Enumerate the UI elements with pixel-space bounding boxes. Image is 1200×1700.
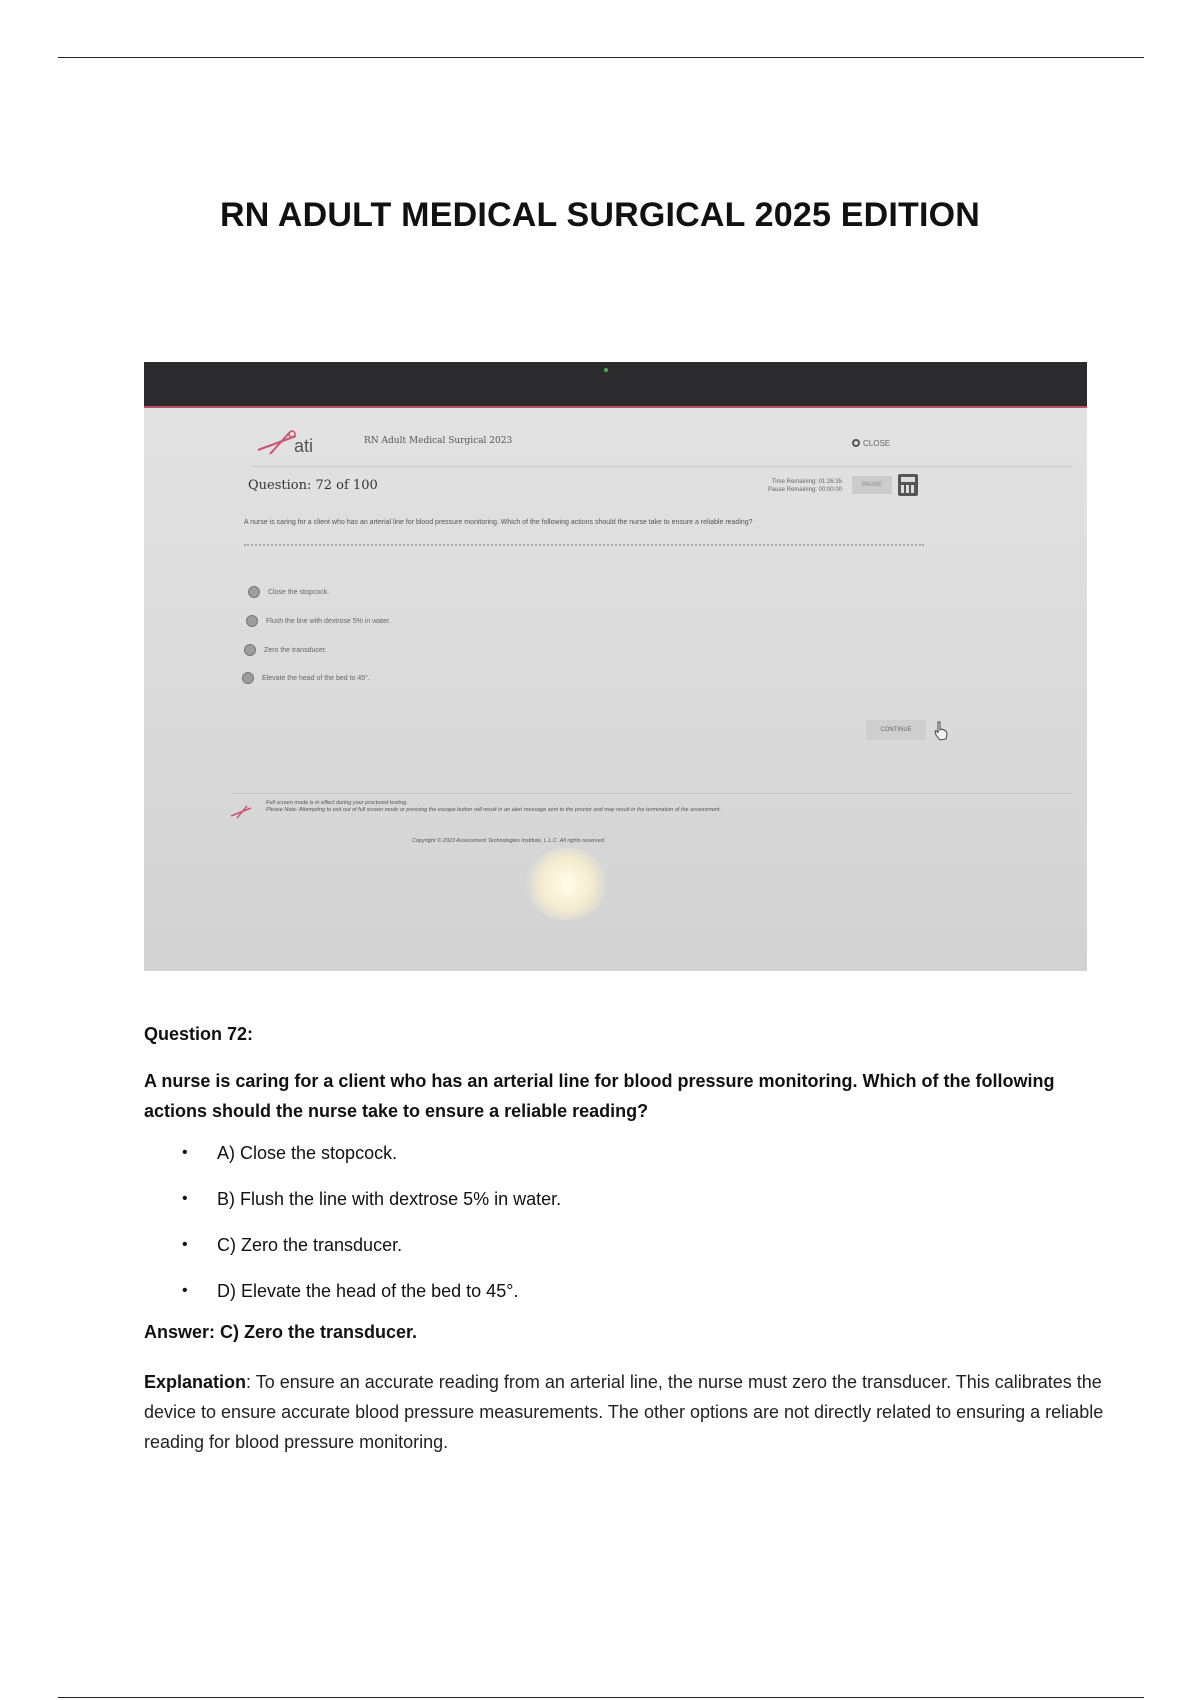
- screen-glare: [524, 848, 609, 920]
- calculator-icon[interactable]: [898, 474, 918, 496]
- timer-readout: [762, 478, 842, 494]
- radio-icon[interactable]: [242, 672, 254, 684]
- screen-option-a[interactable]: [248, 586, 329, 598]
- explanation-paragraph: [144, 1367, 1104, 1457]
- document-title: RN ADULT MEDICAL SURGICAL 2025 EDITION: [219, 196, 981, 234]
- list-item: • B) Flush the line with dextrose 5% in water.: [144, 1184, 561, 1230]
- pause-button[interactable]: PAUSE: [852, 476, 892, 494]
- top-rule: [58, 57, 1144, 58]
- hand-cursor-icon: [932, 720, 950, 742]
- exam-screen-photo: [144, 362, 1087, 971]
- radio-icon[interactable]: [246, 615, 258, 627]
- continue-button[interactable]: CONTINUE: [866, 720, 926, 740]
- answer-options-list: [144, 1138, 561, 1322]
- webcam-indicator: [604, 368, 608, 372]
- answer-line: Answer: C) Zero the transducer.: [144, 1322, 418, 1342]
- bottom-rule: [58, 1697, 1144, 1698]
- ati-footer-logo-icon: [229, 804, 263, 820]
- screen-option-b[interactable]: [246, 615, 391, 627]
- time-remaining: Time Remaining: 01:26:35: [771, 479, 842, 485]
- screen-footer-note: [266, 800, 1066, 814]
- question-counter: Question: 72 of 100: [248, 478, 378, 493]
- list-item: • D) Elevate the head of the bed to 45°.: [144, 1276, 561, 1322]
- screen-option-label: Flush the line with dextrose 5% in water.: [266, 617, 391, 625]
- list-item: • A) Close the stopcock.: [144, 1138, 561, 1184]
- screen-question-text: A nurse is caring for a client who has an arterial line for blood pressure monitoring. Which of the following actions should the nurse take to ensure a reliable reading?: [244, 519, 753, 526]
- screen-option-c[interactable]: [244, 644, 327, 656]
- question-heading: Question 72:: [144, 1024, 254, 1044]
- close-button[interactable]: [852, 434, 904, 452]
- screen-option-label: Close the stopcock.: [268, 588, 330, 596]
- close-label: CLOSE: [863, 438, 891, 448]
- screen-option-label: Elevate the head of the bed to 45°.: [262, 674, 370, 682]
- explanation-text: : To ensure an accurate reading from an arterial line, the nurse must zero the transducer. This calibrates the device to ensure accurate blood pressure measurements. The other options are not directly related to ensuring a reliable reading for blood pressure monitoring.: [144, 1372, 1104, 1452]
- ati-logo-text: ati: [294, 436, 314, 456]
- radio-icon[interactable]: [248, 586, 260, 598]
- footer-note-line-1: Full screen mode is in effect during your proctored testing.: [266, 800, 408, 806]
- screen-option-d[interactable]: [242, 672, 370, 684]
- question-stem: A nurse is caring for a client who has an arterial line for blood pressure monitoring. Which of the following actions should the nurse take to ensure a reliable reading?: [144, 1071, 1055, 1121]
- dotted-separator: [244, 544, 924, 546]
- explanation-label: Explanation: [144, 1372, 247, 1392]
- screen-copyright: Copyright © 2023 Assessment Technologies Institute, L.L.C. All rights reserved.: [412, 838, 606, 844]
- monitor-bezel: [144, 362, 1087, 406]
- close-icon: [852, 439, 860, 447]
- screen-footer-rule: [232, 793, 1072, 794]
- footer-note-line-2: Please Note: Attempting to exit out of full screen mode or pressing the escape button will result in an alert message sent to the proctor and may result in the termination of the assessment.: [266, 807, 722, 813]
- radio-icon[interactable]: [244, 644, 256, 656]
- list-item: • C) Zero the transducer.: [144, 1230, 561, 1276]
- pause-remaining: Pause Remaining: 00:00:00: [767, 487, 842, 493]
- screen-option-label: Zero the transducer.: [264, 646, 327, 654]
- header-divider: [252, 466, 1072, 467]
- exam-name: RN Adult Medical Surgical 2023: [364, 436, 513, 446]
- exam-screen: [144, 406, 1087, 971]
